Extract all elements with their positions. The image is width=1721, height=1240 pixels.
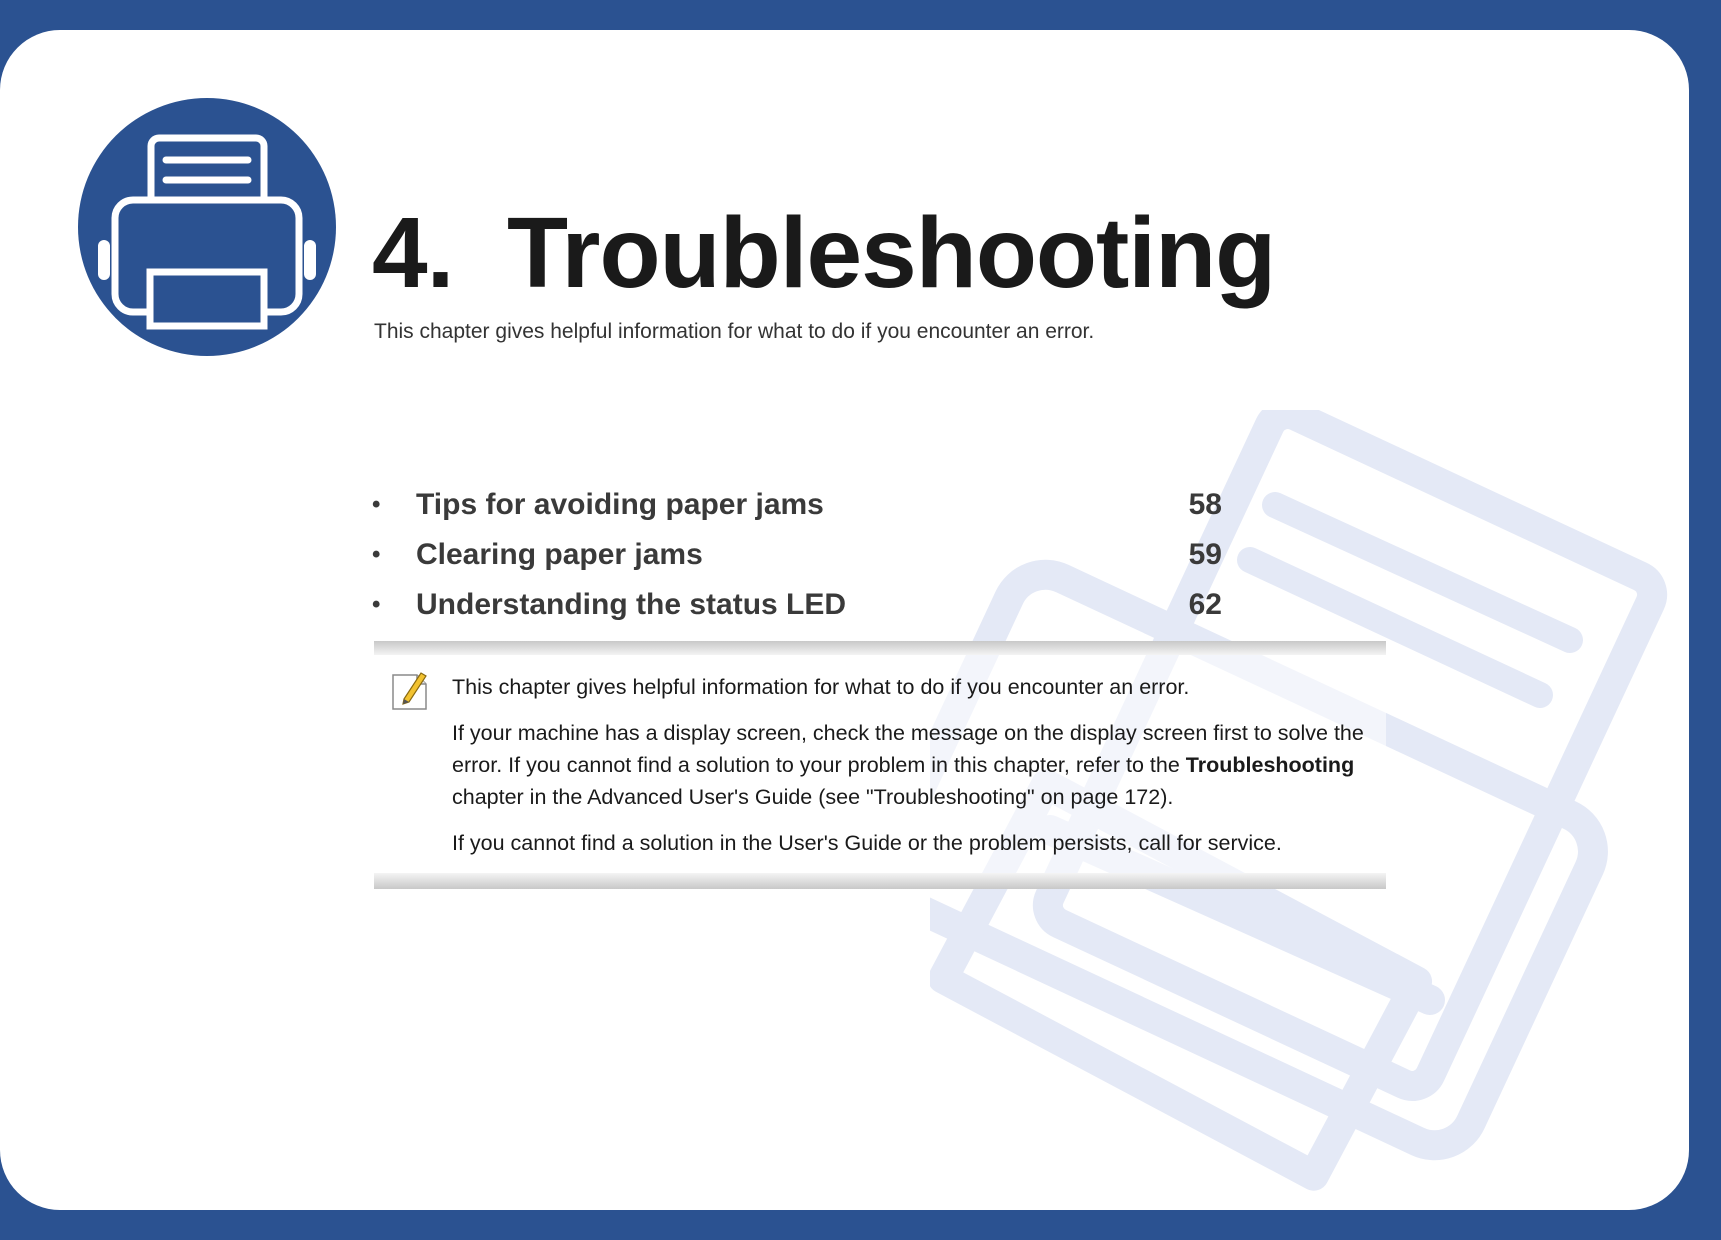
toc-entry-label: Tips for avoiding paper jams: [416, 488, 824, 521]
toc-entry-tips[interactable]: [370, 480, 1222, 530]
toc-entry-status-led[interactable]: [370, 580, 1222, 630]
chapter-number: 4.: [372, 197, 454, 309]
chapter-title-text: Troubleshooting: [506, 197, 1276, 309]
note-bottom-rule: [374, 873, 1386, 889]
note-line-1: This chapter gives helpful information for what to do if you encounter an error.: [452, 675, 1190, 699]
bullet: •: [372, 541, 381, 568]
bullet: •: [372, 491, 381, 518]
page-title: [372, 188, 1275, 318]
toc-entry-clearing[interactable]: [370, 530, 1222, 580]
note-p2-text-end: chapter in the Advanced User's Guide (see "Troubleshooting" on page 172).: [452, 785, 1174, 809]
page: [0, 30, 1689, 1210]
troubleshooting-link[interactable]: Troubleshooting: [1185, 753, 1355, 777]
bullet: •: [372, 591, 381, 618]
note-text: [452, 671, 1382, 873]
chapter-subtitle: This chapter gives helpful information for what to do if you encounter an error.: [374, 320, 1095, 343]
toc-entry-label: Clearing paper jams: [416, 538, 703, 571]
note-top-rule: [374, 641, 1386, 655]
toc-entry-page: 59: [1188, 538, 1222, 571]
note-box: [374, 641, 1386, 889]
note-pencil-icon: [390, 669, 430, 713]
toc-entry-page: 58: [1188, 488, 1222, 521]
table-of-contents: [370, 480, 1222, 630]
toc-entry-page: 62: [1188, 588, 1222, 621]
toc-entry-label: Understanding the status LED: [416, 588, 847, 621]
note-paragraph-2: [452, 717, 1382, 813]
note-p2-text: If your machine has a display screen, check the message on the display screen first to solve the error. If you cannot find a solution to your problem in this chapter, refer to the: [452, 721, 1364, 777]
printer-icon: [78, 98, 336, 356]
note-line-3: If you cannot find a solution in the User's Guide or the problem persists, call for service.: [452, 831, 1282, 855]
